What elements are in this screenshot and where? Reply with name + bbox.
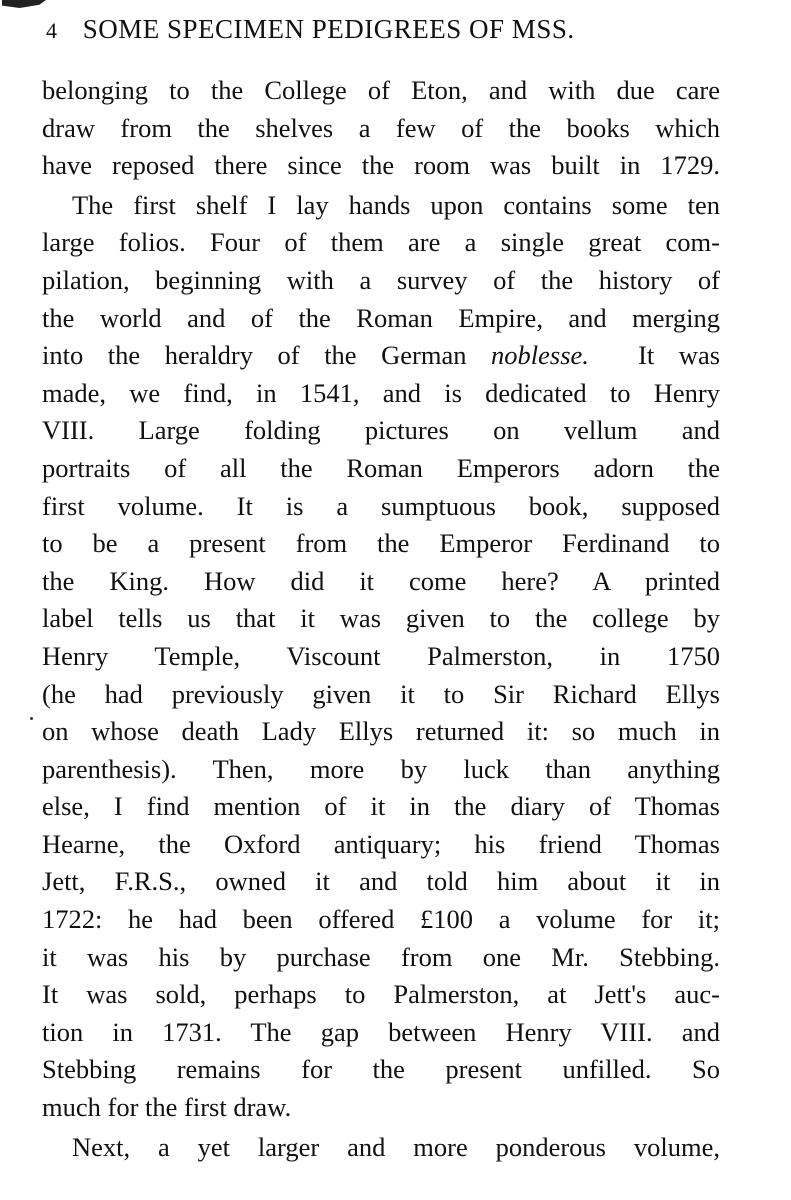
text-line-with-italic: [42, 337, 720, 375]
text-line: It was sold, perhaps to Palmerston, at Jett's auc-: [42, 979, 720, 1010]
running-header: [46, 14, 706, 54]
text-line: the world and of the Roman Empire, and merging: [42, 302, 720, 333]
text-line: The first shelf I lay hands upon contains some ten: [72, 189, 720, 220]
text-line: Hearne, the Oxford antiquary; his friend Thomas: [42, 828, 720, 859]
text-line: draw from the shelves a few of the books which: [42, 112, 720, 143]
text-line: portraits of all the Roman Emperors adorn the: [42, 452, 720, 483]
text-line: on whose death Lady Ellys returned it: so much in: [42, 716, 720, 747]
text-line: else, I find mention of it in the diary of Thomas: [42, 791, 720, 822]
text-line: label tells us that it was given to the college by: [42, 603, 720, 634]
text-line: (he had previously given it to Sir Richard Ellys: [42, 678, 720, 709]
text-line: it was his by purchase from one Mr. Stebbing.: [42, 941, 720, 972]
text-fragment: into the heraldry of the German: [42, 340, 467, 371]
text-line: the King. How did it come here? A printed: [42, 565, 720, 596]
body-text: [42, 72, 720, 1166]
text-line: 1722: he had been offered £100 a volume for it;: [42, 904, 720, 935]
text-line: Stebbing remains for the present unfilled. So: [42, 1054, 720, 1085]
text-line: large folios. Four of them are a single great com-: [42, 227, 720, 258]
text-fragment: It was: [638, 340, 720, 371]
text-line: belonging to the College of Eton, and with due care: [42, 75, 720, 105]
text-line: first volume. It is a sumptuous book, supposed: [42, 490, 720, 521]
page-number: 4: [46, 18, 58, 43]
text-line: VIII. Large folding pictures on vellum and: [42, 415, 720, 446]
scan-artifact: [2, 0, 46, 8]
text-line: have reposed there since the room was built in 1729.: [42, 150, 720, 181]
running-title: SOME SPECIMEN PEDIGREES OF MSS.: [82, 14, 575, 44]
text-line: to be a present from the Emperor Ferdinand to: [42, 528, 720, 559]
text-line: Henry Temple, Viscount Palmerston, in 1750: [42, 640, 720, 671]
scan-speck: [30, 717, 33, 720]
italic-word: noblesse.: [491, 340, 589, 371]
text-line: made, we find, in 1541, and is dedicated to Henry: [42, 377, 720, 408]
text-line: pilation, beginning with a survey of the history of: [42, 264, 720, 295]
text-line: Jett, F.R.S., owned it and told him about it in: [42, 866, 720, 897]
text-line: Next, a yet larger and more ponderous volume,: [72, 1131, 720, 1162]
text-line: parenthesis). Then, more by luck than anything: [42, 753, 720, 784]
text-line: much for the first draw.: [42, 1092, 292, 1123]
text-line: tion in 1731. The gap between Henry VIII. and: [42, 1016, 720, 1047]
